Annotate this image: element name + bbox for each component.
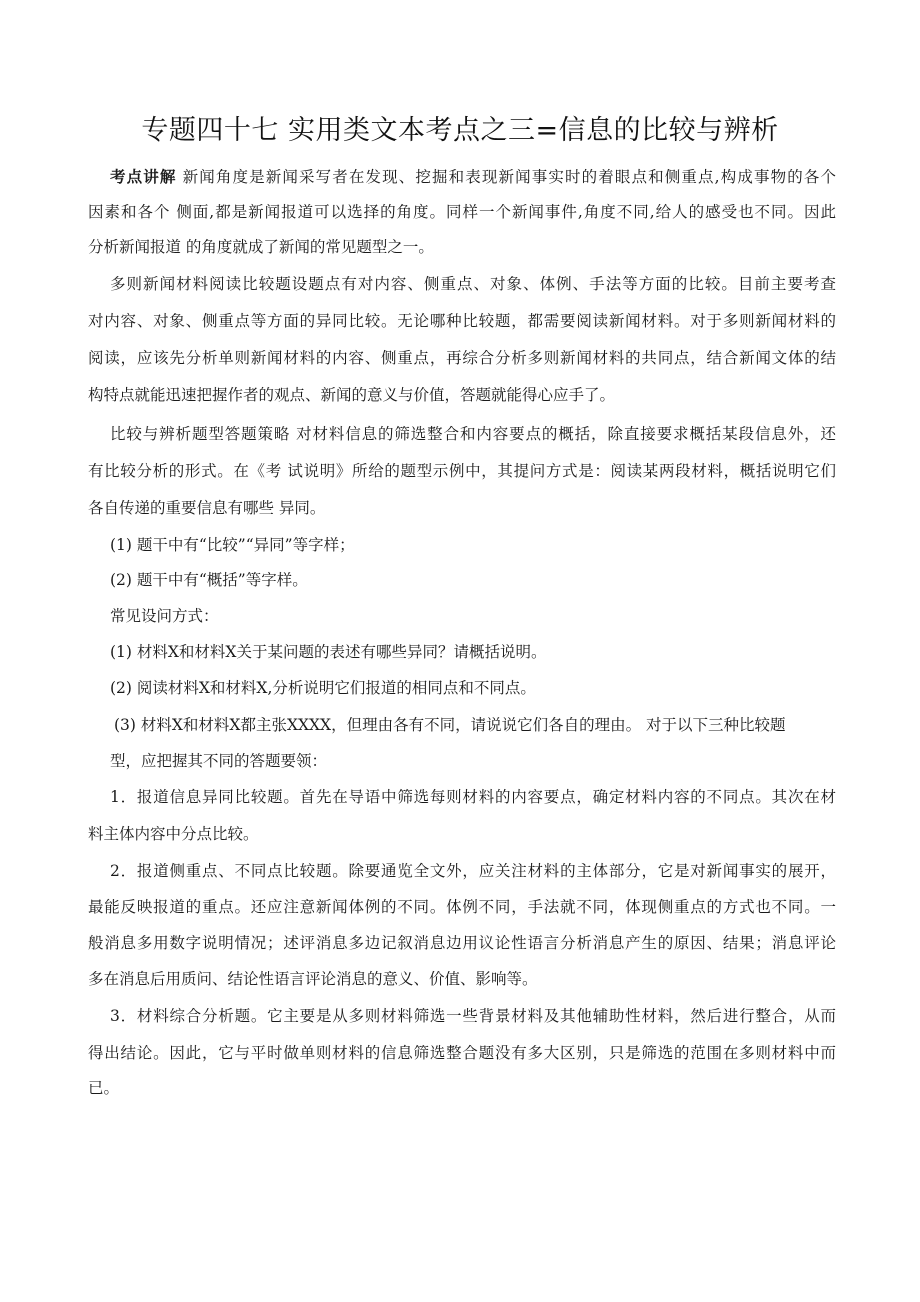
para2-line-1: 多则新闻材料阅读比较题设题点有对内容、侧重点、对象、体例、手法等方面的比较。目前主要考查 [110,275,836,293]
criteria-item-2: (2) 题干中有“概括”等字样。 [110,571,308,589]
page-title: 专题四十七 实用类文本考点之三=信息的比较与辨析 [141,115,779,146]
para2-line-4: 构特点就能迅速把握作者的观点、新闻的意义与价值，答题就能得心应手了。 [88,386,616,404]
type2-line-1: 2．报道侧重点、不同点比较题。除要通览全文外，应关注材料的主体部分，它是对新闻事实的展开， [110,862,836,880]
type2-line-2: 最能反映报道的重点。还应注意新闻体例的不同。体例不同，手法就不同，体现侧重点的方式也不同。一 [88,898,836,916]
common-form-2: (2) 阅读材料X和材料X,分析说明它们报道的相同点和不同点。 [110,679,536,697]
intro-label: 考点讲解 [110,168,177,186]
para3-line-3: 各自传递的重要信息有哪些 异同。 [88,499,326,517]
type1-line-2: 料主体内容中分点比较。 [88,825,259,843]
para3-line-1: 比较与辨析题型答题策略 对材料信息的筛选整合和内容要点的概括，除直接要求概括某段信息外，还 [110,425,836,443]
criteria-item-1: (1) 题干中有“比较”“异同”等字样； [110,536,355,554]
intro-line-1: 考点讲解 新闻角度是新闻采写者在发现、挖掘和表现新闻事实时的着眼点和侧重点,构成事物的各个 [110,168,836,186]
para2-line-3: 阅读，应该先分析单则新闻材料的内容、侧重点，再综合分析多则新闻材料的共同点，结合新闻文体的结 [88,349,836,367]
type1-line-1: 1．报道信息异同比较题。首先在导语中筛选每则材料的内容要点，确定材料内容的不同点。其次在材 [110,788,836,806]
type3-line-1: 3．材料综合分析题。它主要是从多则材料筛选一些背景材料及其他辅助性材料，然后进行整合，从而 [110,1007,836,1025]
type3-line-3: 已。 [88,1079,120,1097]
para2-line-2: 对内容、对象、侧重点等方面的异同比较。无论哪种比较题，都需要阅读新闻材料。对于多则新闻材料的 [88,312,836,330]
type3-line-2: 得出结论。因此，它与平时做单则材料的信息筛选整合题没有多大区别，只是筛选的范围在多则材料中而 [88,1044,836,1062]
para3-line-2: 有比较分析的形式。在《考 试说明》所给的题型示例中，其提问方式是：阅读某两段材料，概括说明它们 [88,462,836,480]
common-heading: 常见设问方式： [110,607,219,625]
type2-line-3: 般消息多用数字说明情况；述评消息多边记叙消息边用议论性语言分析消息产生的原因、结果；消息评论 [88,934,836,952]
type2-line-4: 多在消息后用质问、结论性语言评论消息的意义、价值、影响等。 [88,970,538,988]
common-form-1: (1) 材料X和材料X关于某问题的表述有哪些异同？请概括说明。 [110,643,547,661]
intro-line-2: 因素和各个 侧面,都是新闻报道可以选择的角度。同样一个新闻事件,角度不同,给人的感受也不同。因此 [88,203,836,221]
common-form-3: (3) 材料X和材料X都主张XXXX，但理由各有不同，请说说它们各自的理由。 对于以下三种比较题 [114,716,786,734]
common-form-3-cont: 型，应把握其不同的答题要领： [110,752,328,770]
intro-line-3: 分析新闻报道 的角度就成了新闻的常见题型之一。 [88,238,434,256]
